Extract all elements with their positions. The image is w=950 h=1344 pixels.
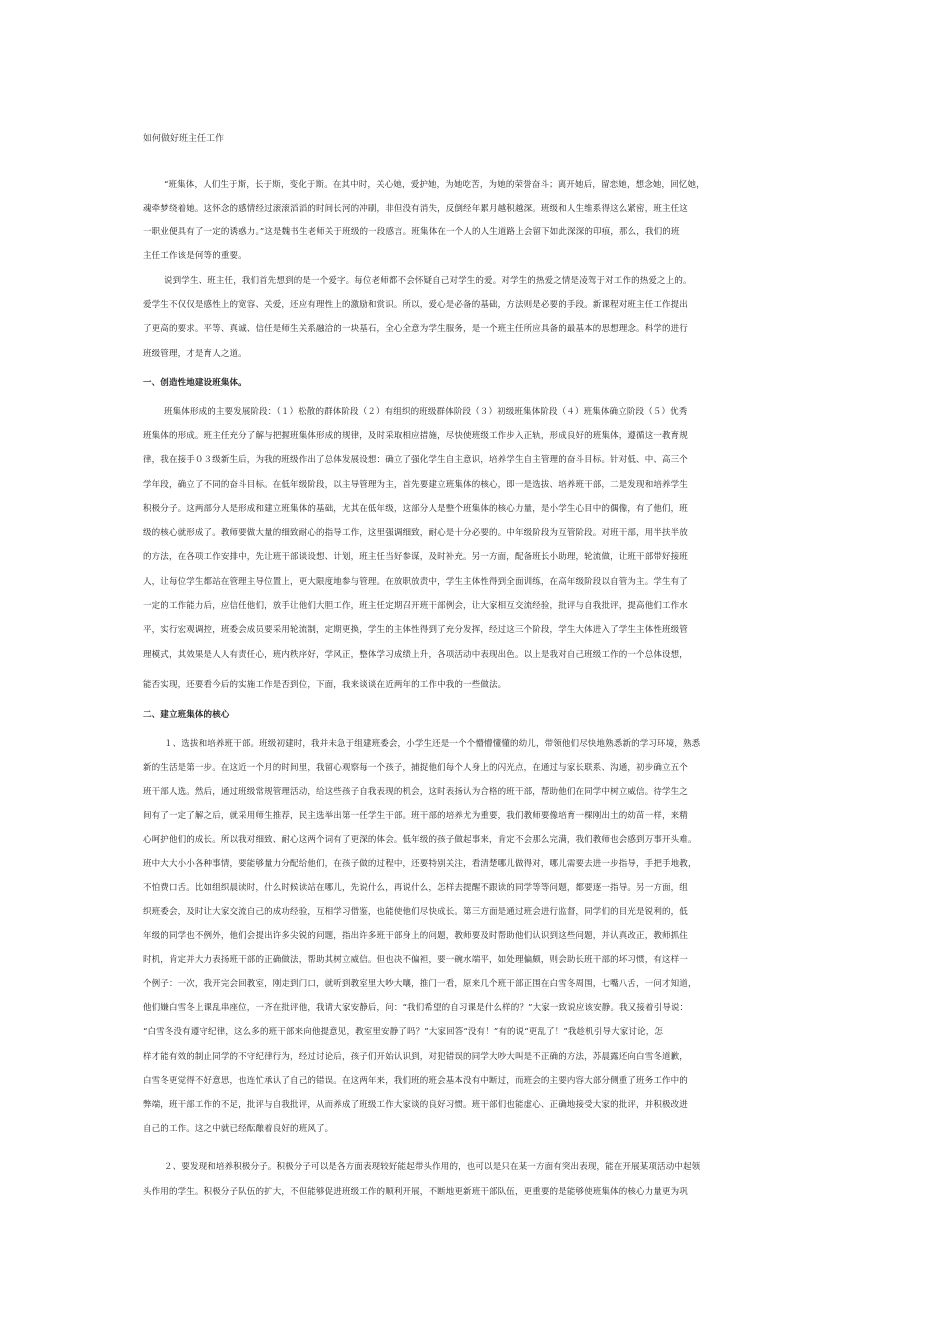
text-line: 级的核心就形成了。教师要做大量的细致耐心的指导工作，这里强调细致，耐心是十分必要的。中年级阶段为互管阶段。对班干部，用半扶半放	[143, 528, 688, 538]
text-line: 主任工作该是何等的重要。	[143, 251, 247, 261]
text-line: ２、要发现和培养积极分子。积极分子可以是各方面表现较好能起带头作用的，也可以是只在某一方面有突出表现，能在开展某项活动中起领	[164, 1162, 701, 1172]
text-line: 爱学生不仅仅是感性上的宽容、关爱，还应有理性上的激励和赏识。所以，爱心是必备的基础，方法则是必要的手段。新课程对班主任工作提出	[143, 300, 688, 310]
text-line: 一定的工作能力后，应信任他们，放手让他们大胆工作，班主任定期召开班干部例会，让大家相互交流经验，批评与自我批评，提高他们工作水	[143, 601, 688, 611]
text-line: 心呵护他们的成长。所以我对细致、耐心这两个词有了更深的体会。低年级的孩子做起事来，肯定不会那么完满，我们教师也会感到万事开头难。	[143, 835, 697, 845]
text-line: 班集体形成的主要发展阶段：（１）松散的群体阶段（２）有组织的班级群体阶段（３）初级班集体阶段（４）班集体确立阶段（５）优秀	[164, 407, 688, 417]
document-title: 如何做好班主任工作	[143, 134, 225, 144]
text-line: 间有了一定了解之后，就采用师生推荐，民主选举出第一任学生干部。班干部的培养尤为重要，我们教师要像培育一棵刚出土的幼苗一样，来精	[143, 811, 688, 821]
section-heading-2: 二、建立班集体的核心	[143, 710, 230, 720]
text-line: 头作用的学生。积极分子队伍的扩大，不但能够促进班级工作的顺利开展，不断地更新班干部队伍，更重要的是能够使班集体的核心力量更为巩	[143, 1187, 688, 1197]
text-line: 能否实现，还要看今后的实施工作是否到位，下面，我来谈谈在近两年的工作中我的一些做法。	[143, 680, 507, 690]
text-line: 平，实行宏观调控，班委会成员要采用轮流制，定期更换，学生的主体性得到了充分发挥，经过这三个阶段，学生大体进入了学生主体性班级管	[143, 625, 688, 635]
text-line: 自己的工作。这之中就已经酝酿着良好的班风了。	[143, 1124, 334, 1134]
text-line: １、选拔和培养班干部。班级初建时，我并未急于组建班委会，小学生还是一个个懵懵懂懂的幼儿，带领他们尽快地熟悉新的学习环境，熟悉	[164, 739, 701, 749]
text-line: 白雪冬更觉得不好意思，也连忙承认了自己的错误。在这两年来，我们班的班会基本没有中断过，而班会的主要内容大部分侧重了班务工作中的	[143, 1076, 688, 1086]
text-line: 年级的同学也不例外，他们会提出许多尖锐的问题，指出许多班干部身上的问题，教师要及时帮助他们认识到这些问题，并认真改正，教师抓住	[143, 931, 688, 941]
text-line: “白雪冬没有遵守纪律，这么多的班干部来向他提意见，教室里安静了吗？”大家回答“没有！”有的说“更乱了！”我趁机引导大家讨论，怎	[143, 1027, 664, 1037]
text-line: 织班委会，及时让大家交流自己的成功经验，互相学习借鉴，也能使他们尽快成长。第三方面是通过班会进行监督，同学们的目光是锐利的，低	[143, 907, 688, 917]
text-line: 样才能有效的制止同学的不守纪律行为，经过讨论后，孩子们开始认识到，对犯错误的同学大吵大叫是不正确的方法，苏晨露还向白雪冬道歉，	[143, 1052, 688, 1062]
text-line: 学年段，确立了不同的奋斗目标。在低年级阶段，以主导管理为主，首先要建立班集体的核心，即一是选拔、培养班干部，二是发现和培养学生	[143, 480, 688, 490]
text-line: 的方法，在各项工作安排中，先让班干部谈设想、计划，班主任当好参谋，及时补充。另一方面，配备班长小助理，轮流做，让班干部带好接班	[143, 552, 688, 562]
text-line: 他们嫌白雪冬上课乱串座位，一齐在批评他，我请大家安静后，问：“我们希望的自习课是什么样的？”大家一致说应该安静。我又接着引导说：	[143, 1003, 689, 1013]
text-line: 班级管理，才是育人之道。	[143, 349, 247, 359]
text-line: 魂牵梦绕着她。这怀念的感情经过滚滚滔滔的时间长河的冲刷，非但没有消失，反倒经年累月越积越深。班级和人生维系得这么紧密，班主任这	[143, 204, 688, 214]
text-line: 说到学生、班主任，我们首先想到的是一个爱字。每位老师都不会怀疑自己对学生的爱。对学生的热爱之情是凌驾于对工作的热爱之上的。	[164, 276, 692, 286]
text-line: 理模式，其效果是人人有责任心，班内秩序好，学风正，整体学习成绩上升，各项活动中表现出色。以上是我对自己班级工作的一个总体设想，	[143, 650, 688, 660]
text-line: 了更高的要求。平等、真诚、信任是师生关系融洽的一块基石，全心全意为学生服务，是一个班主任所应具备的最基本的思想理念。科学的进行	[143, 324, 688, 334]
text-line: “班集体，人们生于斯，长于斯，变化于斯。在其中时，关心她，爱护她，为她吃苦，为她的荣誉奋斗；离开她后，留恋她，想念她，回忆她，	[164, 180, 705, 190]
text-line: 班集体的形成。班主任充分了解与把握班集体形成的规律，及时采取相应措施，尽快使班级工作步入正轨，形成良好的班集体，遵循这一教育规	[143, 431, 688, 441]
text-line: 新的生活是第一步。在这近一个月的时间里，我留心观察每一个孩子，捕捉他们每个人身上的闪光点，在通过与家长联系、沟通，初步确立五个	[143, 763, 688, 773]
text-line: 不怕费口舌。比如组织晨读时，什么时候读站在哪儿，先说什么，再说什么，怎样去提醒不跟读的同学等等问题，都要逐一指导。另一方面，组	[143, 883, 688, 893]
section-heading-1: 一、创造性地建设班集体。	[143, 378, 247, 388]
text-line: 时机，肯定并大力表扬班干部的正确做法，帮助其树立威信。但也决不偏袒，要一碗水端平，如处理偏颇，则会助长班干部的坏习惯，有这样一	[143, 955, 688, 965]
text-line: 班干部人选。然后，通过班级常规管理活动，给这些孩子自我表现的机会，这时表扬认为合格的班干部，帮助他们在同学中树立威信。待学生之	[143, 787, 688, 797]
text-line: 人，让每位学生都站在管理主导位置上，更大限度地参与管理。在放职放责中，学生主体性得到全面训练，在高年级阶段以自管为主。学生有了	[143, 577, 688, 587]
text-line: 积极分子。这两部分人是形成和建立班集体的基础，尤其在低年级，这部分人是整个班集体的核心力量，是小学生心目中的偶像，有了他们，班	[143, 504, 688, 514]
text-line: 弊端，班干部工作的不足，批评与自我批评，从而养成了班级工作大家谈的良好习惯。班干部们也能虚心、正确地接受大家的批评，并积极改进	[143, 1100, 688, 1110]
text-line: 班中大大小小各种事情，要能够量力分配给他们，在孩子做的过程中，还要特别关注，看清楚哪儿做得对，哪儿需要去进一步指导，手把手地教，	[143, 859, 697, 869]
text-line: 个例子：一次，我开完会回教室，刚走到门口，就听到教室里大吵大嚷，推门一看，原来几个班干部正围在白雪冬周围，七嘴八舌，一问才知道，	[143, 979, 697, 989]
text-line: 律，我在接手０３级新生后，为我的班级作出了总体发展设想：确立了强化学生自主意识，培养学生自主管理的奋斗目标。针对低、中、高三个	[143, 455, 688, 465]
text-line: 一职业便具有了一定的诱惑力。”这是魏书生老师关于班级的一段感言。班集体在一个人的人生道路上会留下如此深深的印痕，那么，我们的班	[143, 227, 680, 237]
